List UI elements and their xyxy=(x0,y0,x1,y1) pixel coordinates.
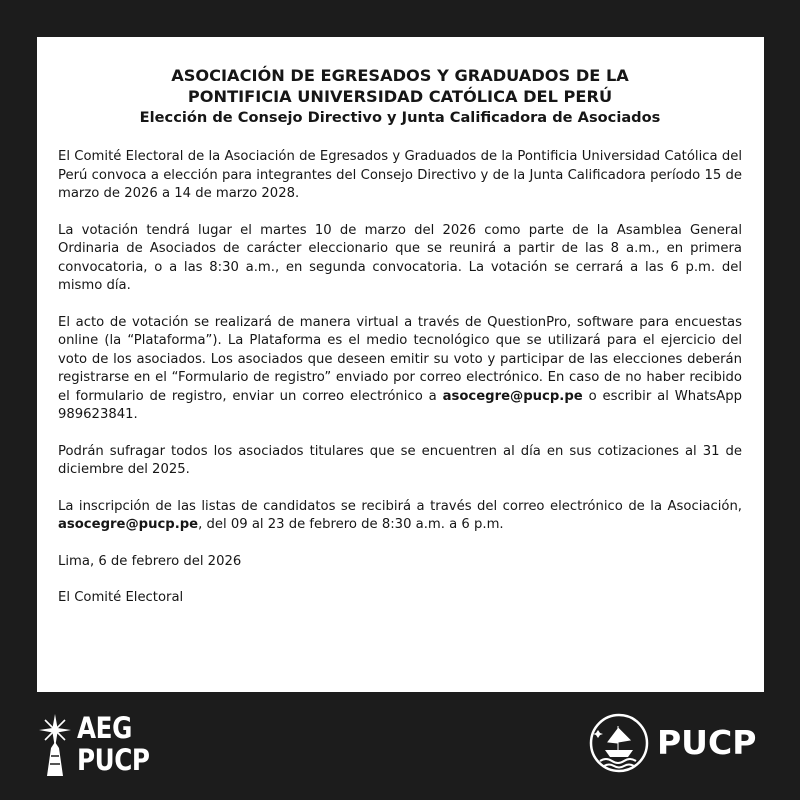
notice-card xyxy=(37,37,764,692)
pucp-seal-icon xyxy=(588,712,650,774)
email-link[interactable]: asocegre@pucp.pe xyxy=(58,517,199,532)
voting-method-text: El acto de votación se realizará de manera virtual a través de QuestionPro, software para encuestas online (la “Plataforma”). La Plataforma es el medio tecnológico que se utilizará para el ejercicio del voto de los asociados. Los asociados que deseen emitir su voto y participar de las elecciones deberán registrarse en el “Formulario de registro” enviado por correo electrónico. En caso de no haber recibido el formulario de registro, enviar un correo electrónico a xyxy=(58,314,742,404)
signature: El Comité Electoral xyxy=(58,590,184,605)
title-line-2: PONTIFICIA UNIVERSIDAD CATÓLICA DEL PERÚ xyxy=(187,87,613,106)
paragraph-convocation: El Comité Electoral de la Asociación de Egresados y Graduados de la Pontificia Universidad Católica del Perú convoca a elección para integrantes del Consejo Directivo y de la Junta Calificadora período 15 de marzo de 2026 a 14 de marzo 2028. xyxy=(58,149,742,201)
paragraph-voting-schedule: La votación tendrá lugar el martes 10 de marzo del 2026 como parte de la Asamblea General Ordinaria de Asociados de carácter eleccionario que se reunirá a partir de las 8 a.m., en primera convocatoria, o a las 8:30 a.m., en segunda convocatoria. La votación se cerrará a las 6 p.m. del mismo día. xyxy=(58,222,742,293)
notice-title xyxy=(58,65,742,107)
aeg-wordmark-line-1: AEG xyxy=(77,711,132,745)
date-line: Lima, 6 de febrero del 2026 xyxy=(58,553,242,569)
aeg-wordmark xyxy=(77,712,150,776)
aeg-star-emblem-icon xyxy=(37,712,73,778)
paragraph-eligibility: Podrán sufragar todos los asociados titulares que se encuentren al día en sus cotizaciones al 31 de diciembre del 2025. xyxy=(58,443,742,477)
paragraph-voting-method xyxy=(58,314,742,425)
pucp-logo xyxy=(588,712,756,774)
notice-subtitle: Elección de Consejo Directivo y Junta Calificadora de Asociados xyxy=(139,109,661,126)
voting-method-text-end: o escribir al WhatsApp 989623841. xyxy=(58,388,742,422)
title-line-1: ASOCIACIÓN DE EGRESADOS Y GRADUADOS DE LA xyxy=(171,66,629,85)
registration-text-end: , del 09 al 23 de febrero de 8:30 a.m. a 6 p.m. xyxy=(198,517,504,532)
pucp-wordmark: PUCP xyxy=(657,723,757,762)
email-link[interactable]: asocegre@pucp.pe xyxy=(442,388,583,404)
aeg-pucp-logo xyxy=(37,712,162,778)
aeg-wordmark-line-2: PUCP xyxy=(77,743,150,777)
registration-text: La inscripción de las listas de candidatos se recibirá a través del correo electrónico de la Asociación, xyxy=(58,498,742,514)
paragraph-candidate-registration xyxy=(58,498,742,535)
